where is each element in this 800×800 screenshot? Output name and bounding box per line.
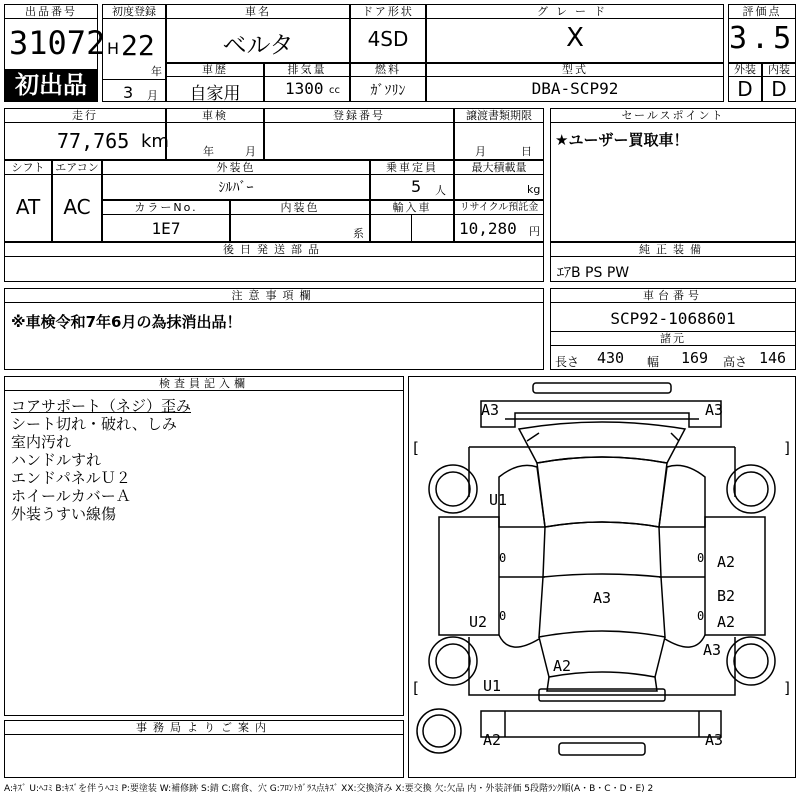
intcolor-box bbox=[230, 200, 370, 242]
notes-box bbox=[4, 288, 544, 370]
height-label: 高さ bbox=[723, 355, 748, 369]
intcolor-label: 内装色 bbox=[231, 201, 369, 215]
inspector-line: 外装うすい線傷 bbox=[11, 505, 117, 523]
zero-mark: 0 bbox=[499, 609, 507, 623]
notes-label: 注意事項欄 bbox=[5, 289, 543, 303]
damage-mark: U2 bbox=[469, 613, 488, 631]
color-box bbox=[102, 160, 370, 200]
displacement: 1300 bbox=[285, 79, 324, 98]
reg-label: 初度登録 bbox=[103, 5, 165, 19]
ext-rating: D bbox=[737, 77, 753, 101]
model-label: 型式 bbox=[427, 63, 723, 77]
door-type: 4SD bbox=[367, 27, 409, 51]
bracket-right-top: ] bbox=[783, 439, 793, 457]
transfer-label: 譲渡書類期限 bbox=[455, 109, 543, 123]
car-name: ベルタ bbox=[222, 31, 294, 59]
ext-label: 外装 bbox=[729, 63, 761, 77]
disp-label: 排気量 bbox=[265, 63, 349, 77]
transfer-day-unit: 日 bbox=[521, 145, 532, 158]
load-unit: kg bbox=[527, 183, 541, 196]
bracket-right-bottom: ] bbox=[783, 679, 793, 697]
reg-number-box bbox=[264, 108, 454, 160]
month-unit: 月 bbox=[147, 89, 158, 102]
disp-unit: cc bbox=[329, 85, 340, 96]
sales-label: セールスポイント bbox=[551, 109, 795, 123]
colorno-box bbox=[102, 200, 230, 242]
spec-label: 諸元 bbox=[551, 331, 795, 346]
color-label: 外装色 bbox=[103, 161, 369, 175]
parts-label: 後日発送部品 bbox=[5, 243, 543, 257]
chassis-box bbox=[550, 288, 796, 370]
era: H bbox=[107, 39, 120, 58]
chassis-label: 車台番号 bbox=[551, 289, 795, 303]
width: 169 bbox=[681, 349, 709, 367]
history-box bbox=[166, 62, 264, 102]
lot-label: 出品番号 bbox=[5, 5, 97, 19]
history-label: 車歴 bbox=[167, 63, 263, 77]
sales-point-box bbox=[550, 108, 796, 242]
name-box bbox=[166, 4, 350, 64]
door-box bbox=[350, 4, 426, 64]
int-rating: D bbox=[771, 77, 787, 101]
zero-mark: 0 bbox=[697, 609, 705, 623]
bracket-left-top: [ bbox=[411, 439, 421, 457]
equipment: ｴｱB PS PW bbox=[557, 265, 630, 281]
grade: X bbox=[566, 23, 584, 53]
damage-mark: A3 bbox=[703, 641, 722, 659]
fuel: ｶﾞｿﾘﾝ bbox=[370, 83, 406, 99]
load-label: 最大積載量 bbox=[455, 161, 543, 175]
zero-mark: 0 bbox=[499, 551, 507, 565]
damage-mark: A3 bbox=[481, 401, 500, 419]
inspection-month-unit: 月 bbox=[245, 145, 256, 158]
car-outline bbox=[409, 377, 795, 777]
seats-unit: 人 bbox=[435, 184, 446, 197]
mileage-label: 走行 bbox=[5, 109, 165, 123]
first-listing-badge: 初出品 bbox=[5, 69, 97, 101]
ac: AC bbox=[63, 195, 91, 219]
seats-label: 乗車定員 bbox=[371, 161, 453, 175]
intcolor-unit: 系 bbox=[353, 227, 364, 240]
model-box bbox=[426, 62, 724, 102]
import-label: 輸入車 bbox=[371, 201, 453, 215]
bracket-left-bottom: [ bbox=[411, 679, 421, 697]
damage-mark: U1 bbox=[483, 677, 502, 695]
damage-mark: A2 bbox=[717, 553, 736, 571]
recycle-unit: 円 bbox=[529, 225, 540, 238]
load-box bbox=[454, 160, 544, 200]
transfer-box bbox=[454, 108, 544, 160]
ac-label: エアコン bbox=[53, 161, 101, 175]
lot-number: 31072 bbox=[9, 24, 106, 62]
damage-mark: A3 bbox=[705, 731, 724, 749]
shift-box bbox=[4, 160, 52, 242]
grade-box bbox=[426, 4, 724, 64]
reg-year: 22 bbox=[121, 29, 155, 62]
inspector-label: 検査員記入欄 bbox=[5, 377, 403, 391]
score: 3.5 bbox=[729, 21, 795, 56]
damage-diagram bbox=[408, 376, 796, 778]
fuel-label: 燃料 bbox=[351, 63, 425, 77]
inspection-year-unit: 年 bbox=[203, 145, 214, 158]
length: 430 bbox=[597, 349, 625, 367]
width-label: 幅 bbox=[647, 355, 660, 369]
damage-mark: A2 bbox=[483, 731, 502, 749]
year-unit: 年 bbox=[151, 65, 162, 78]
shift-label: シフト bbox=[5, 161, 51, 175]
int-rating-box bbox=[762, 62, 796, 102]
score-box bbox=[728, 4, 796, 64]
office-label: 事務局よりご案内 bbox=[5, 721, 403, 735]
legend: A:ｷｽﾞ U:ﾍｺﾐ B:ｷｽﾞを伴うﾍｺﾐ P:要塗装 W:補修跡 S:錆 C:腐食、穴 G:ﾌﾛﾝﾄｶﾞﾗｽ点ｷｽﾞ XX:交換済み X:要交換 欠:欠品 内・外装評価 5段階ﾗﾝｸ順(A・B・C・D・E) 2 bbox=[4, 784, 654, 794]
ext-rating-box bbox=[728, 62, 762, 102]
inspector-line: 室内汚れ bbox=[11, 433, 72, 451]
zero-mark: 0 bbox=[697, 551, 705, 565]
office-box bbox=[4, 720, 404, 778]
model: DBA-SCP92 bbox=[531, 79, 619, 98]
int-label: 内装 bbox=[763, 63, 795, 77]
grade-label: グレード bbox=[427, 5, 723, 19]
damage-mark: A3 bbox=[593, 589, 612, 607]
door-label: ドア形状 bbox=[351, 5, 425, 19]
inspector-line: コアサポート（ネジ）歪み bbox=[11, 397, 192, 415]
notes: ※車検令和7年6月の為抹消出品！ bbox=[11, 313, 242, 331]
damage-mark: U1 bbox=[489, 491, 508, 509]
history: 自家用 bbox=[189, 84, 241, 104]
chassis-number: SCP92-1068601 bbox=[610, 309, 736, 328]
damage-mark: A3 bbox=[705, 401, 724, 419]
color-number: 1E7 bbox=[151, 219, 181, 238]
height: 146 bbox=[759, 349, 787, 367]
shift: AT bbox=[15, 195, 41, 219]
reg-month: 3 bbox=[123, 83, 134, 102]
recycle-box bbox=[454, 200, 544, 242]
mileage: 77,765 bbox=[57, 129, 130, 153]
transfer-month-unit: 月 bbox=[475, 145, 486, 158]
name-label: 車名 bbox=[167, 5, 349, 19]
mileage-box bbox=[4, 108, 169, 160]
inspector-line: ハンドルすれ bbox=[11, 451, 102, 469]
sales-point: ★ユーザー買取車！ bbox=[555, 131, 689, 149]
damage-mark: A2 bbox=[717, 613, 736, 631]
colorno-label: カラーNo. bbox=[103, 201, 229, 215]
mileage-unit: km bbox=[141, 131, 169, 152]
fuel-box bbox=[350, 62, 426, 102]
recycle-label: リサイクル預託金 bbox=[455, 201, 543, 215]
inspector-box bbox=[4, 376, 404, 716]
equipment-box bbox=[550, 242, 796, 282]
import-box bbox=[370, 200, 454, 242]
lot-box bbox=[4, 4, 106, 102]
ac-box bbox=[52, 160, 102, 242]
inspector-line: ホイールカバーＡ bbox=[11, 487, 131, 505]
displacement-box bbox=[264, 62, 350, 102]
length-label: 長さ bbox=[555, 355, 580, 369]
inspector-line: シート切れ・破れ、しみ bbox=[11, 415, 177, 433]
inspection-box bbox=[166, 108, 264, 160]
equip-label: 純正装備 bbox=[551, 243, 795, 257]
inspector-line: エンドパネルＵ２ bbox=[11, 469, 131, 487]
seats-box bbox=[370, 160, 454, 200]
seats: 5 bbox=[411, 177, 422, 196]
recycle-fee: 10,280 bbox=[459, 219, 517, 238]
score-label: 評価点 bbox=[729, 5, 795, 19]
registration-box bbox=[102, 4, 166, 102]
damage-mark: A2 bbox=[553, 657, 572, 675]
inspector-notes bbox=[11, 397, 191, 523]
regno-label: 登録番号 bbox=[265, 109, 453, 123]
damage-mark: B2 bbox=[717, 587, 736, 605]
parts-box bbox=[4, 242, 544, 282]
inspection-label: 車検 bbox=[167, 109, 263, 123]
exterior-color: ｼﾙﾊﾞｰ bbox=[218, 180, 254, 196]
